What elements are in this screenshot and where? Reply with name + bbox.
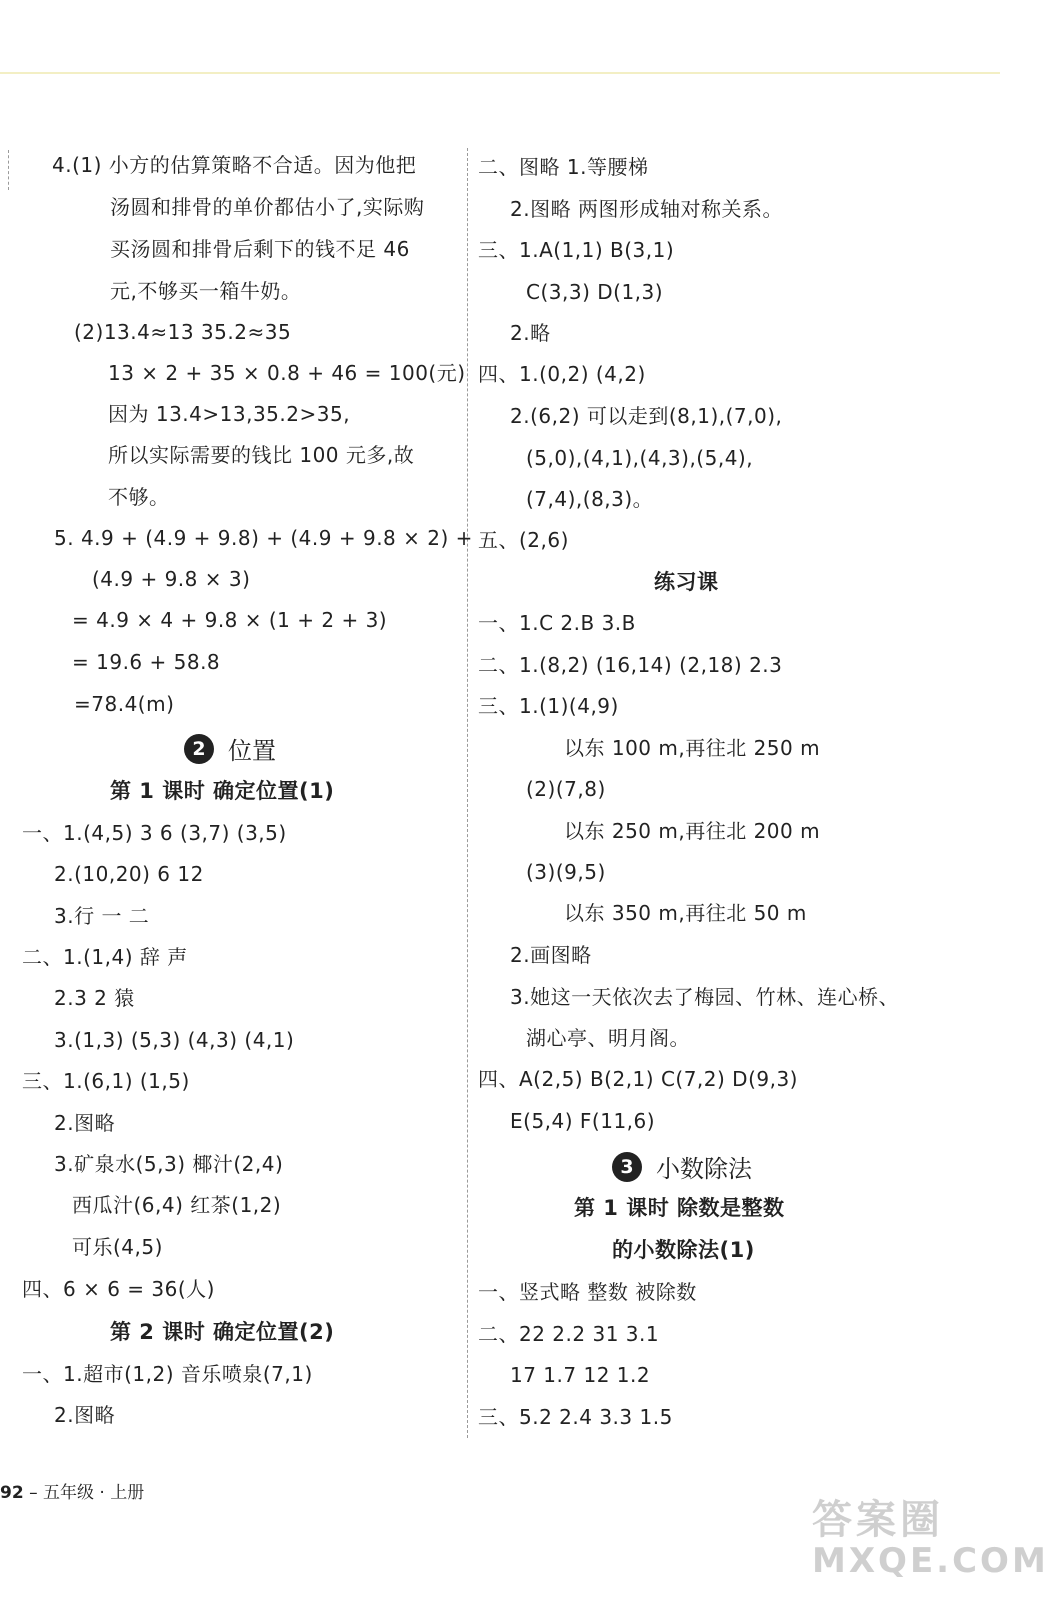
answer-line: 2.略 <box>510 321 551 345</box>
unit-title <box>184 731 276 766</box>
unit-title <box>612 1149 752 1184</box>
answer-line: (3)(9,5) <box>526 860 606 884</box>
page-number: 92 <box>0 1483 24 1503</box>
answer-line: 不够。 <box>108 485 170 509</box>
lesson-heading: 第 2 课时 确定位置(2) <box>110 1320 335 1344</box>
lesson-heading: 练习课 <box>654 570 719 594</box>
answer-line: 西瓜汁(6,4) 红茶(1,2) <box>72 1193 282 1217</box>
answer-line: (7,4),(8,3)。 <box>526 487 654 511</box>
answer-line: 三、1.(6,1) (1,5) <box>22 1069 190 1093</box>
answer-line: 以东 250 m,再往北 200 m <box>564 819 821 843</box>
left-margin-rule <box>8 150 10 190</box>
answer-line: = 19.6 + 58.8 <box>72 650 221 674</box>
page-top-rule <box>0 72 1000 74</box>
answer-line: 5. 4.9 + (4.9 + 9.8) + (4.9 + 9.8 × 2) + <box>54 526 473 550</box>
answer-line: 二、1.(8,2) (16,14) (2,18) 2.3 <box>478 653 783 677</box>
answer-line: 3.行 一 二 <box>54 904 150 928</box>
answer-line: 一、1.(4,5) 3 6 (3,7) (3,5) <box>22 821 287 845</box>
answer-line: 二、图略 1.等腰梯 <box>478 155 649 179</box>
watermark <box>812 1488 1049 1581</box>
answer-line: 一、1.超市(1,2) 音乐喷泉(7,1) <box>22 1362 313 1386</box>
answer-line: (4.9 + 9.8 × 3) <box>92 567 251 591</box>
answer-line: 三、1.(1)(4,9) <box>478 694 619 718</box>
footer-dash: – <box>29 1483 43 1503</box>
answer-line: 2.(6,2) 可以走到(8,1),(7,0), <box>510 404 783 428</box>
answer-line: 以东 100 m,再往北 250 m <box>564 736 821 760</box>
answer-line: =78.4(m) <box>74 692 175 716</box>
answer-line: 2.图略 两图形成轴对称关系。 <box>510 197 783 221</box>
answer-line: 以东 350 m,再往北 50 m <box>564 901 807 925</box>
answer-line: C(3,3) D(1,3) <box>526 280 664 304</box>
answer-line: 4.(1) 小方的估算策略不合适。因为他把 <box>52 153 417 177</box>
answer-line: 17 1.7 12 1.2 <box>510 1363 651 1387</box>
answer-line: 三、5.2 2.4 3.3 1.5 <box>478 1405 673 1429</box>
answer-line: 二、22 2.2 31 3.1 <box>478 1322 660 1346</box>
unit-title-text: 位置 <box>228 737 276 765</box>
answer-line: 二、1.(1,4) 辞 声 <box>22 945 188 969</box>
answer-line: 元,不够买一箱牛奶。 <box>110 279 302 303</box>
answer-line: (5,0),(4,1),(4,3),(5,4), <box>526 446 754 470</box>
answer-line: 四、1.(0,2) (4,2) <box>478 362 646 386</box>
answer-line: 3.矿泉水(5,3) 椰汁(2,4) <box>54 1152 284 1176</box>
answer-line: 2.画图略 <box>510 943 592 967</box>
watermark-logo-text: 答案圈 <box>812 1497 944 1543</box>
unit-number-badge: 3 <box>612 1152 642 1182</box>
answer-line: 买汤圆和排骨后剩下的钱不足 46 <box>110 237 410 261</box>
answer-line: 一、竖式略 整数 被除数 <box>478 1280 697 1304</box>
answer-line: 三、1.A(1,1) B(3,1) <box>478 238 675 262</box>
lesson-heading: 第 1 课时 确定位置(1) <box>110 779 335 803</box>
lesson-heading: 的小数除法(1) <box>612 1238 755 1262</box>
unit-title-text: 小数除法 <box>656 1155 752 1183</box>
answer-line: (2)(7,8) <box>526 777 606 801</box>
answer-line: 所以实际需要的钱比 100 元多,故 <box>108 443 415 467</box>
watermark-url: MXQE.COM <box>812 1541 1049 1581</box>
column-divider <box>467 148 469 1438</box>
grade-label: 五年级 · 上册 <box>42 1483 145 1503</box>
answer-line: 3.她这一天依次去了梅园、竹林、连心桥、 <box>510 985 900 1009</box>
answer-line: 可乐(4,5) <box>72 1235 163 1259</box>
answer-line: E(5,4) F(11,6) <box>510 1109 656 1133</box>
answer-line: 2.3 2 猿 <box>54 986 135 1010</box>
answer-line: 汤圆和排骨的单价都估小了,实际购 <box>110 195 425 219</box>
answer-line: 2.图略 <box>54 1403 116 1427</box>
page-footer <box>0 1478 144 1503</box>
answer-line: 湖心亭、明月阁。 <box>526 1026 690 1050</box>
answer-line: 13 × 2 + 35 × 0.8 + 46 = 100(元) <box>108 361 466 385</box>
unit-number-badge: 2 <box>184 734 214 764</box>
answer-line: 四、6 × 6 = 36(人) <box>22 1277 215 1301</box>
answer-line: 五、(2,6) <box>478 528 569 552</box>
answer-line: 2.图略 <box>54 1111 116 1135</box>
answer-line: 3.(1,3) (5,3) (4,3) (4,1) <box>54 1028 295 1052</box>
answer-line: (2)13.4≈13 35.2≈35 <box>74 320 292 344</box>
answer-line: 因为 13.4>13,35.2>35, <box>108 402 351 426</box>
answer-line: 2.(10,20) 6 12 <box>54 862 204 886</box>
answer-line: 四、A(2,5) B(2,1) C(7,2) D(9,3) <box>478 1067 798 1091</box>
lesson-heading: 第 1 课时 除数是整数 <box>574 1196 785 1220</box>
answer-line: = 4.9 × 4 + 9.8 × (1 + 2 + 3) <box>72 608 388 632</box>
answer-line: 一、1.C 2.B 3.B <box>478 611 636 635</box>
